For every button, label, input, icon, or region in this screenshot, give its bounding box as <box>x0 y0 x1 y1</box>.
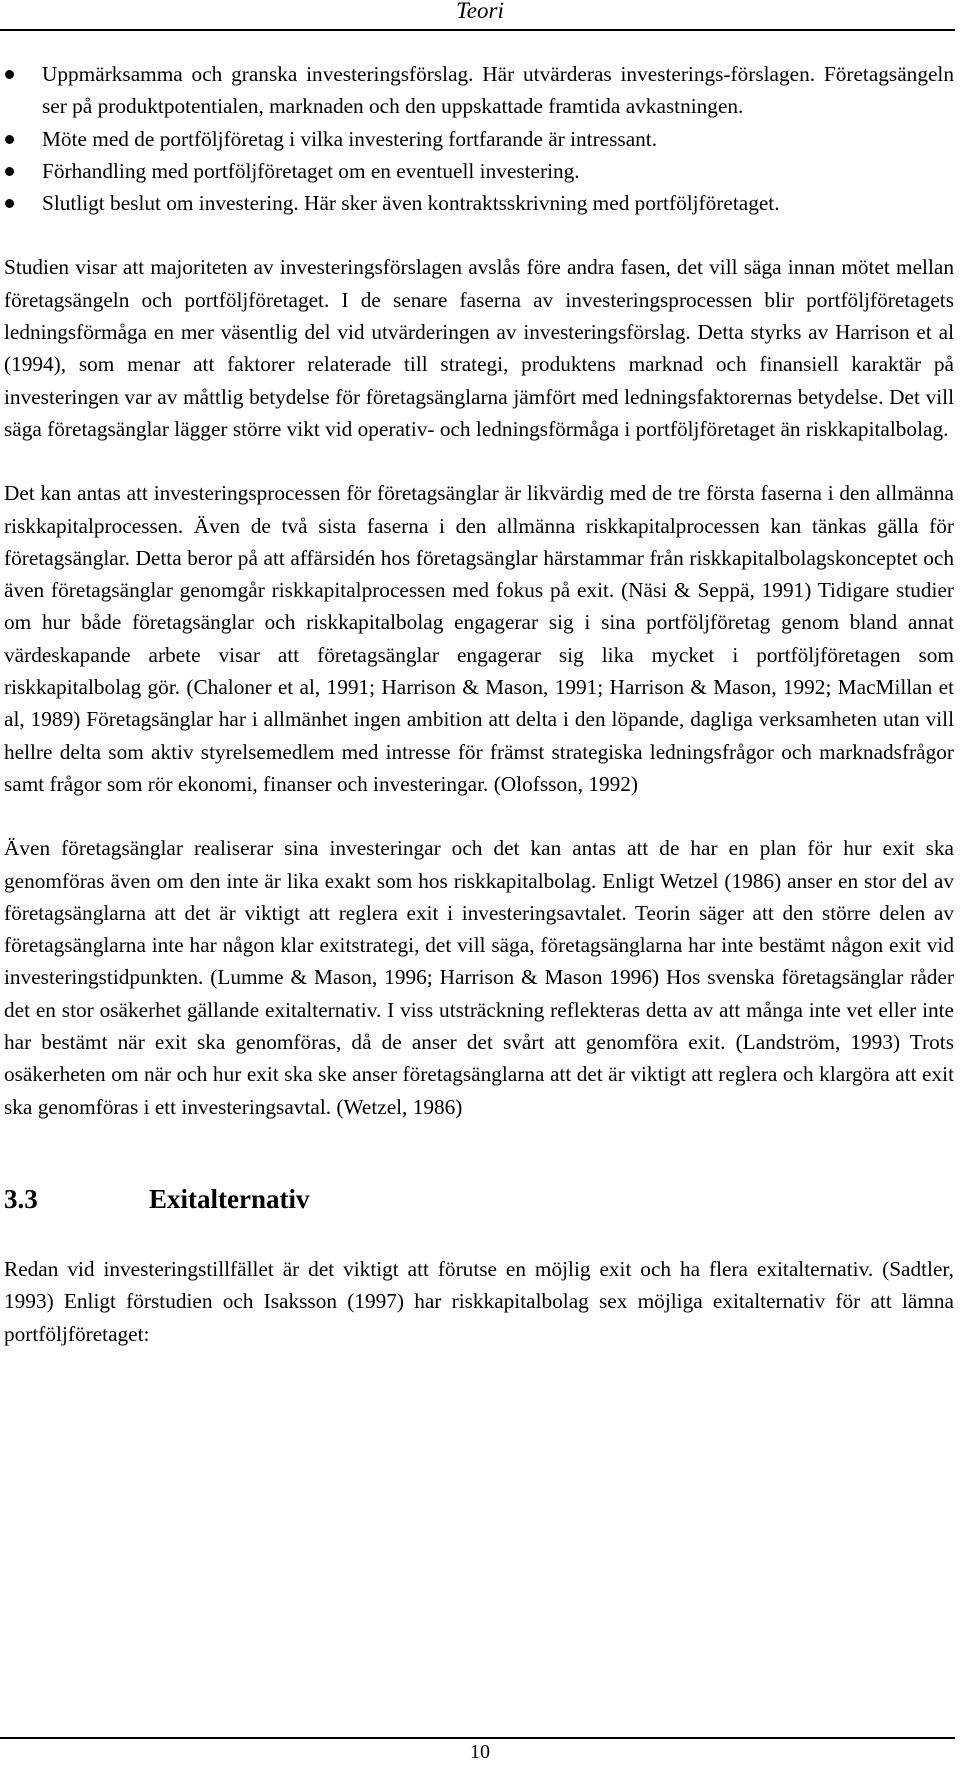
bullet-item <box>4 123 954 155</box>
paragraph: Studien visar att majoriteten av investeringsförslagen avslås före andra fasen, det vill säga innan mötet mellan företagsängeln och portföljföretaget. I de senare faserna av investeringsprocessen blir portföljföretagets ledningsförmåga en mer väsentlig del vid utvärderingen av investeringsförslag. Detta styrks av Harrison et al (1994), som menar att faktorer relaterade till strategi, produktens marknad och finansiell karaktär på investeringen var av måttlig betydelse för företagsänglarna jämfört med ledningsfaktorernas betydelse. Det vill säga företagsänglar lägger större vikt vid operativ- och ledningsförmåga i portföljföretaget än riskkapitalbolag. <box>4 255 954 441</box>
paragraph: Även företagsänglar realiserar sina investeringar och det kan antas att de har en plan för hur exit ska genomföras även om den inte är lika exakt som hos riskkapitalbolag. Enligt Wetzel (1986) anser en stor del av företagsänglarna att det är viktigt att reglera exit i investeringsavtalet. Teorin säger att den större delen av företagsänglarna inte har någon klar exitstrategi, det vill säga, företagsänglarna har inte bestämt någon exit vid investeringstidpunkten. (Lumme & Mason, 1996; Harrison & Mason 1996) Hos svenska företagsänglar råder det en stor osäkerhet gällande exitalternativ. I viss utsträckning reflekteras detta av att många inte vet eller inte har bestämt när exit ska genomföras, då de anser det svårt att genomföra exit. (Landström, 1993) Trots osäkerheten om när och hur exit ska ske anser företagsänglarna att det är viktigt att reglera och klargöra att exit ska genomföras i ett investeringsavtal. (Wetzel, 1986) <box>4 836 954 1119</box>
bullet-text: Möte med de portföljföretag i vilka investering fortfarande är intressant. <box>42 126 658 151</box>
bullet-item <box>4 58 954 123</box>
bullet-text: Slutligt beslut om investering. Här sker även kontraktsskrivning med portföljföretaget. <box>42 191 780 216</box>
footer-rule <box>0 1737 955 1739</box>
section-number: 3.3 <box>4 1183 38 1214</box>
bullet-item <box>4 187 954 219</box>
bullet-icon <box>5 135 14 144</box>
page-number: 10 <box>470 1741 490 1763</box>
running-header: Teori <box>456 0 504 23</box>
bullet-text: Förhandling med portföljföretaget om en eventuell investering. <box>42 158 580 183</box>
bullet-list <box>4 58 954 219</box>
section-heading <box>4 1181 954 1217</box>
paragraph: Det kan antas att investeringsprocessen för företagsänglar är likvärdig med de tre första faserna i den allmänna riskkapitalprocessen. Även de två sista faserna i den allmänna riskkapitalprocessen kan tänkas gälla för företagsänglar. Detta beror på att affärsidén hos företagsänglar härstammar från riskkapitalbolagskonceptet och även företagsänglar genomgår riskkapitalprocessen med fokus på exit. (Näsi & Seppä, 1991) Tidigare studier om hur både företagsänglar och riskkapitalbolag engagerar sig i sina portföljföretag genom bland annat värdeskapande arbete visar att företagsänglar engagerar sig lika mycket i portföljföretagen som riskkapitalbolag gör. (Chaloner et al, 1991; Harrison & Mason, 1991; Harrison & Mason, 1992; MacMillan et al, 1989) Företagsänglar har i allmänhet ingen ambition att delta i den löpande, dagliga verksamheten utan vill hellre delta som aktiv styrelsemedlem med intresse för främst strategiska ledningsfrågor och marknadsfrågor samt frågor som rör ekonomi, finanser och investeringar. (Olofsson, 1992) <box>4 481 954 796</box>
bullet-icon <box>5 70 14 79</box>
bullet-icon <box>5 199 14 208</box>
bullet-text: Uppmärksamma och granska investeringsförslag. Här utvärderas investerings-förslagen. Företagsängeln ser på produktpotentialen, marknaden och den uppskattade framtida avkastningen. <box>42 62 954 119</box>
body-text <box>4 58 954 1350</box>
section-title: Exitalternativ <box>149 1183 310 1214</box>
bullet-item <box>4 155 954 187</box>
header-rule <box>0 29 955 31</box>
section-paragraph: Redan vid investeringstillfället är det viktigt att förutse en möjlig exit och ha flera exitalternativ. (Sadtler, 1993) Enligt förstudien och Isaksson (1997) har riskkapitalbolag sex möjliga exitalternativ för att lämna portföljföretaget: <box>4 1256 954 1346</box>
bullet-icon <box>5 167 14 176</box>
